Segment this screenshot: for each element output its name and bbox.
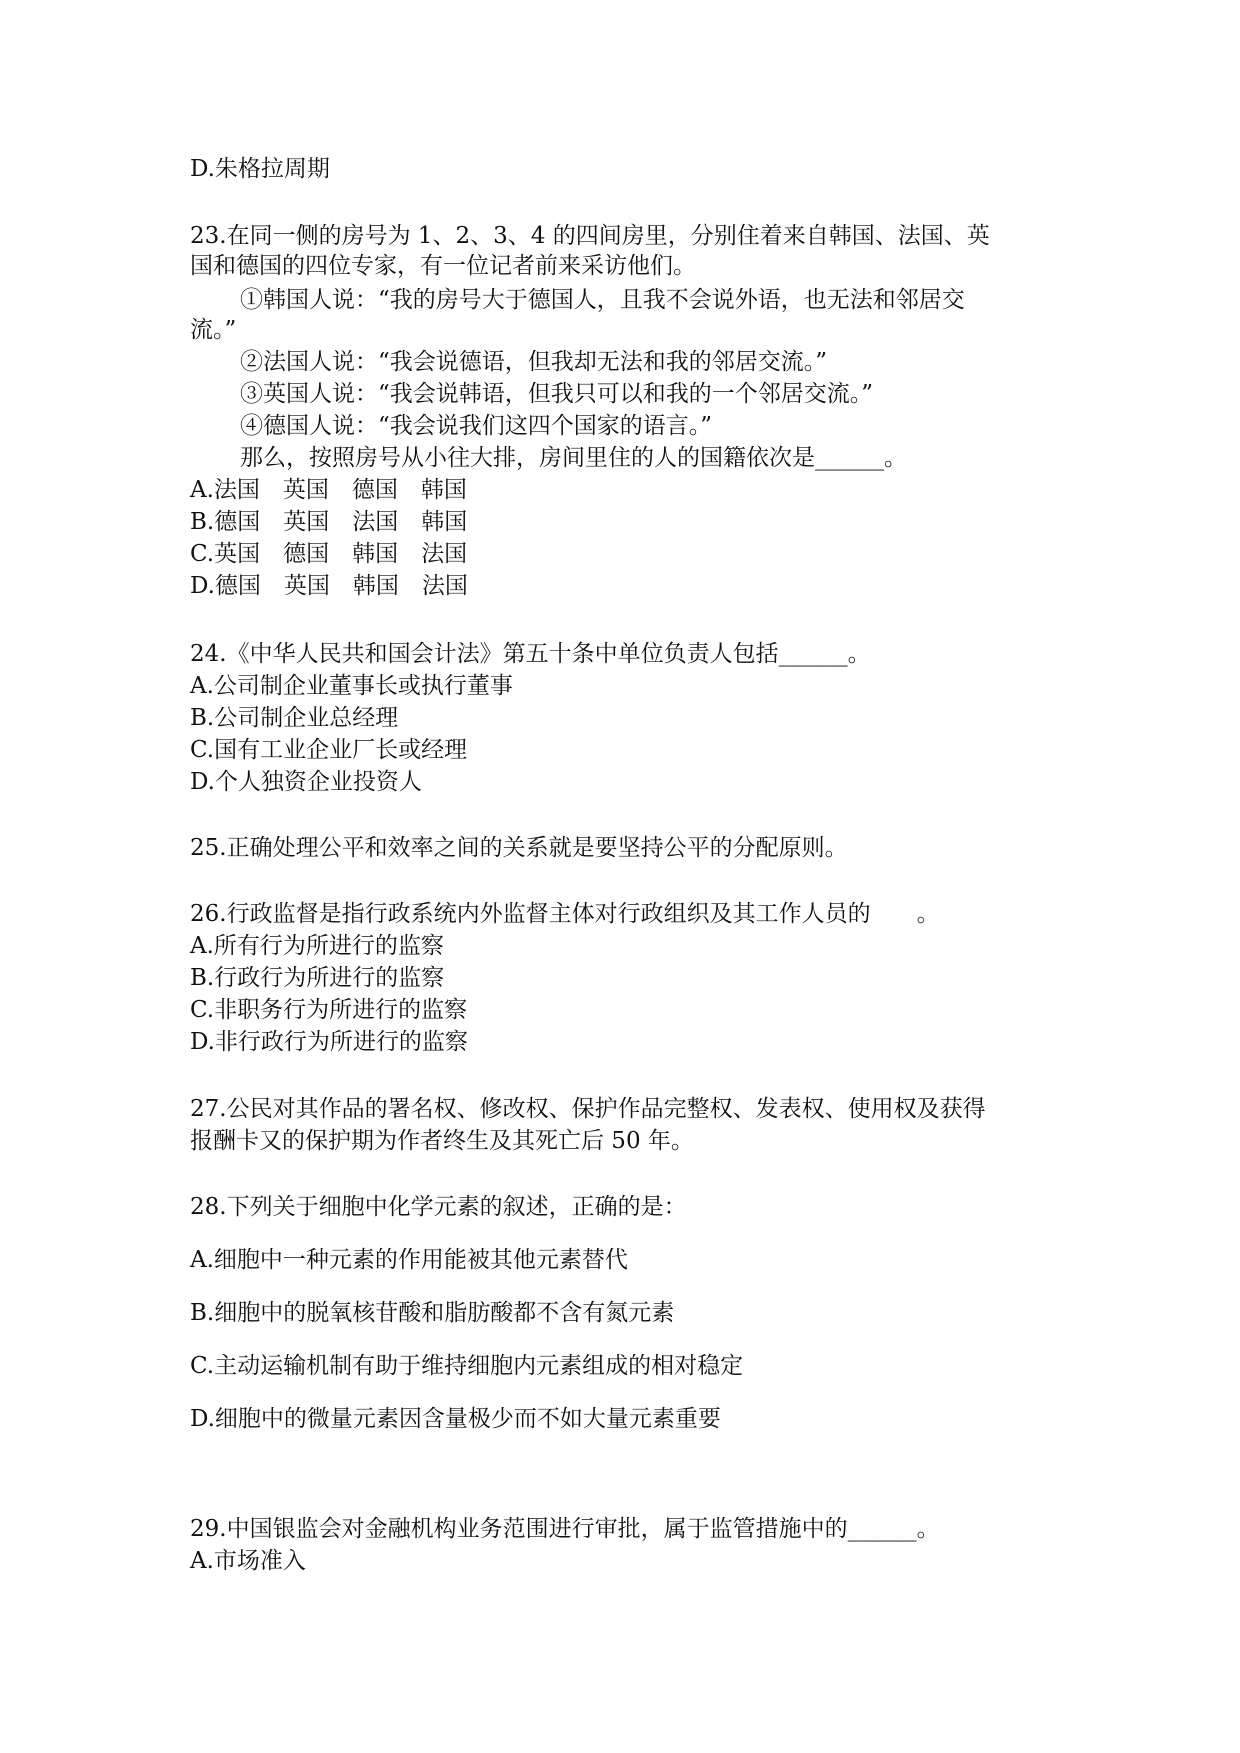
q23-statement-1-line1: ①韩国人说：“我的房号大于德国人，且我不会说外语，也无法和邻居交 <box>240 287 965 313</box>
q26-option-a: A.所有行为所进行的监察 <box>190 933 444 959</box>
prev-question-option-d: D.朱格拉周期 <box>190 156 330 182</box>
q24-option-c: C.国有工业企业厂长或经理 <box>190 737 468 763</box>
q23-option-b: B.德国 英国 法国 韩国 <box>190 509 468 535</box>
q28-option-c: C.主动运输机制有助于维持细胞内元素组成的相对稳定 <box>190 1353 744 1379</box>
q26-stem: 26.行政监督是指行政系统内外监督主体对行政组织及其工作人员的 。 <box>190 901 940 927</box>
q23-question: 那么，按照房号从小往大排，房间里住的人的国籍依次是______。 <box>240 445 907 471</box>
q27-stem-line1: 27.公民对其作品的署名权、修改权、保护作品完整权、发表权、使用权及获得 <box>190 1096 986 1122</box>
q23-option-a: A.法国 英国 德国 韩国 <box>190 477 467 503</box>
q29-stem: 29.中国银监会对金融机构业务范围进行审批，属于监管措施中的______。 <box>190 1516 940 1542</box>
q26-option-c: C.非职务行为所进行的监察 <box>190 997 468 1023</box>
q23-stem-line1: 23.在同一侧的房号为 1、2、3、4 的四间房里，分别住着来自韩国、法国、英 <box>190 223 990 249</box>
q28-option-b: B.细胞中的脱氧核苷酸和脂肪酸都不含有氮元素 <box>190 1300 675 1326</box>
q23-statement-2: ②法国人说：“我会说德语，但我却无法和我的邻居交流。” <box>240 349 828 375</box>
q26-option-b: B.行政行为所进行的监察 <box>190 965 445 991</box>
q28-stem: 28.下列关于细胞中化学元素的叙述，正确的是： <box>190 1194 687 1220</box>
q26-option-d: D.非行政行为所进行的监察 <box>190 1029 468 1055</box>
q28-option-d: D.细胞中的微量元素因含量极少而不如大量元素重要 <box>190 1406 721 1432</box>
q28-option-a: A.细胞中一种元素的作用能被其他元素替代 <box>190 1247 628 1273</box>
q25-stem: 25.正确处理公平和效率之间的关系就是要坚持公平的分配原则。 <box>190 835 848 861</box>
q24-option-b: B.公司制企业总经理 <box>190 705 399 731</box>
q23-statement-4: ④德国人说：“我会说我们这四个国家的语言。” <box>240 413 713 439</box>
q23-option-c: C.英国 德国 韩国 法国 <box>190 541 468 567</box>
q23-statement-3: ③英国人说：“我会说韩语，但我只可以和我的一个邻居交流。” <box>240 381 874 407</box>
q27-stem-line2: 报酬卡又的保护期为作者终生及其死亡后 50 年。 <box>190 1128 694 1154</box>
q23-statement-1-line2: 流。” <box>190 317 237 343</box>
q24-option-a: A.公司制企业董事长或执行董事 <box>190 673 513 699</box>
q23-stem-line2: 国和德国的四位专家，有一位记者前来采访他们。 <box>190 253 696 279</box>
q24-stem: 24.《中华人民共和国会计法》第五十条中单位负责人包括______。 <box>190 641 871 667</box>
q24-option-d: D.个人独资企业投资人 <box>190 769 422 795</box>
q23-option-d: D.德国 英国 韩国 法国 <box>190 573 468 599</box>
q29-option-a: A.市场准入 <box>190 1548 306 1574</box>
